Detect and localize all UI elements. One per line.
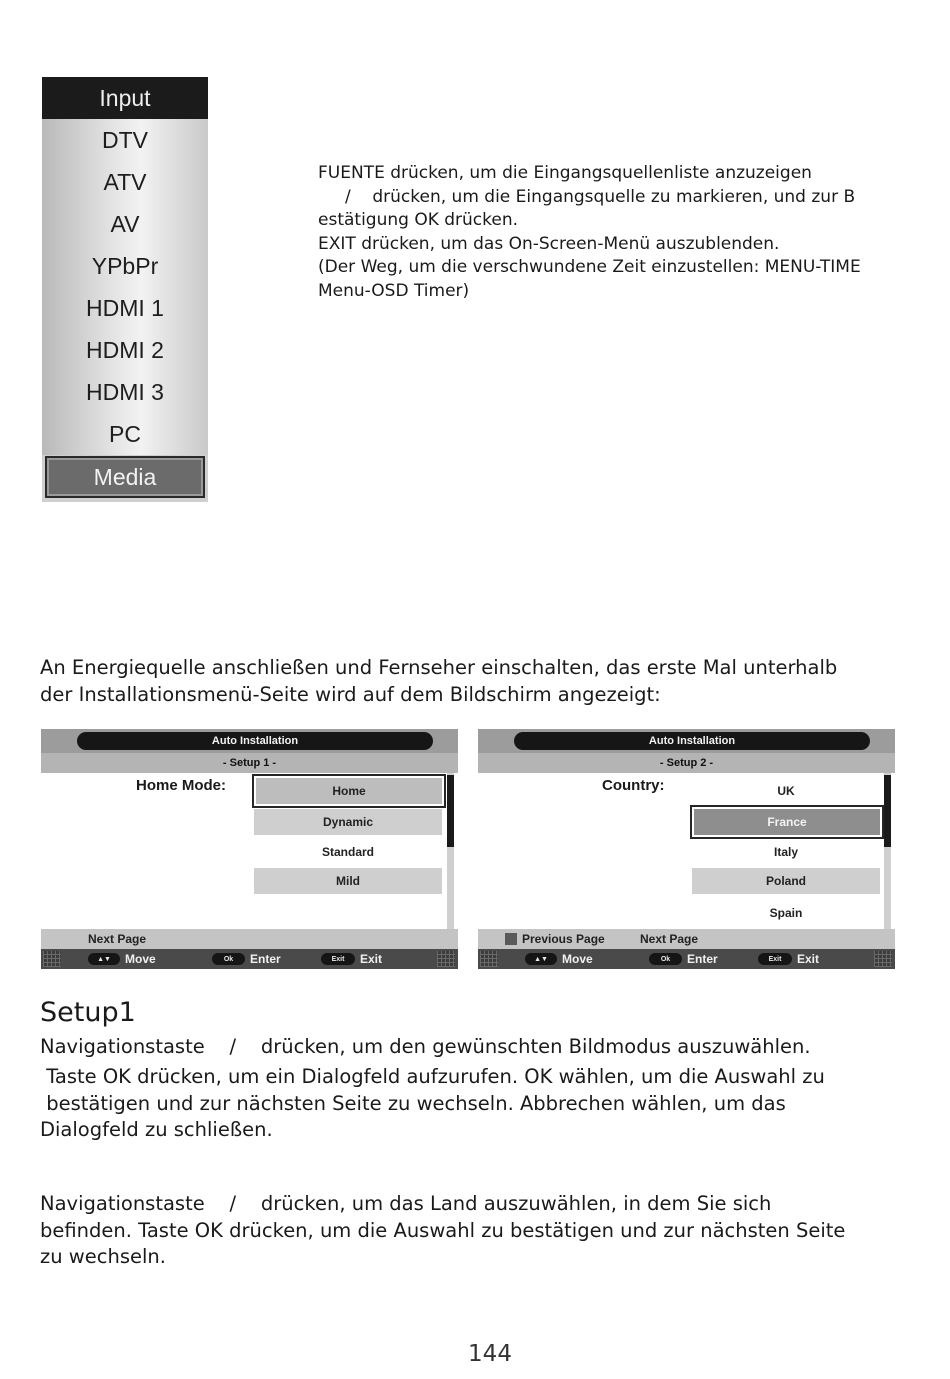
ok-key-icon: Ok xyxy=(212,953,245,965)
grid-icon xyxy=(874,951,892,967)
grid-icon xyxy=(480,951,498,967)
option-mild[interactable]: Mild xyxy=(254,868,442,894)
screen-subtitle: - Setup 1 - xyxy=(41,753,458,773)
setup2-screen xyxy=(478,729,895,969)
exit-key-icon: Exit xyxy=(758,953,792,965)
option-poland[interactable]: Poland xyxy=(692,868,880,894)
arrow-keys-icon: ▲▼ xyxy=(525,953,557,965)
input-menu-title: Input xyxy=(42,77,208,119)
screen-title: Auto Installation xyxy=(77,732,433,750)
input-item-hdmi2[interactable]: HDMI 2 xyxy=(42,329,208,371)
option-standard[interactable]: Standard xyxy=(321,845,374,859)
input-instructions: FUENTE drücken, um die Eingangsquellenliste anzuzeigen / drücken, um die Eingangsquelle zu markieren, und zur B estätigung OK drücken. EXIT drücken, um das On-Screen-Menü auszublenden. (Der Weg, um die verschwundene Zeit einzustellen: MENU-TIME Menu-OSD Timer) xyxy=(318,163,861,301)
previous-page-key-icon xyxy=(505,933,517,945)
screen-content xyxy=(41,773,458,929)
page-nav-band xyxy=(478,929,895,949)
enter-label: Enter xyxy=(687,952,718,966)
arrow-keys-icon: ▲▼ xyxy=(88,953,120,965)
screen-title-band xyxy=(478,729,895,753)
next-page-label[interactable]: Next Page xyxy=(88,932,147,946)
input-item-atv[interactable]: ATV xyxy=(42,161,208,203)
input-item-hdmi1[interactable]: HDMI 1 xyxy=(42,287,208,329)
input-item-pc[interactable]: PC xyxy=(42,413,208,455)
input-item-dtv[interactable]: DTV xyxy=(42,119,208,161)
exit-label: Exit xyxy=(360,952,383,966)
scrollbar-thumb[interactable] xyxy=(884,775,891,847)
previous-page-label[interactable]: Previous Page xyxy=(522,932,605,946)
option-uk[interactable]: UK xyxy=(777,784,795,798)
input-item-av[interactable]: AV xyxy=(42,203,208,245)
move-label: Move xyxy=(125,952,156,966)
next-page-label[interactable]: Next Page xyxy=(640,932,699,946)
option-spain[interactable]: Spain xyxy=(769,906,803,920)
input-item-ypbpr[interactable]: YPbPr xyxy=(42,245,208,287)
enter-label: Enter xyxy=(250,952,281,966)
home-mode-label: Home Mode: xyxy=(136,777,226,794)
input-item-media[interactable]: Media xyxy=(45,456,205,498)
input-item-hdmi3[interactable]: HDMI 3 xyxy=(42,371,208,413)
setup1-paragraph-2: Taste OK drücken, um ein Dialogfeld aufzurufen. OK wählen, um die Auswahl zu bestätigen und zur nächsten Seite zu wechseln. Abbrechen wählen, um das Dialogfeld zu schließen. xyxy=(40,1065,825,1141)
grid-icon xyxy=(43,951,61,967)
scrollbar-thumb[interactable] xyxy=(447,775,454,847)
page-nav-band xyxy=(41,929,458,949)
exit-label: Exit xyxy=(797,952,820,966)
screen-footer xyxy=(478,949,895,969)
move-label: Move xyxy=(562,952,593,966)
input-source-menu xyxy=(42,77,208,502)
setup1-heading: Setup1 xyxy=(40,997,136,1028)
grid-icon xyxy=(437,951,455,967)
screen-footer xyxy=(41,949,458,969)
country-label: Country: xyxy=(602,777,665,794)
setup1-screen xyxy=(41,729,458,969)
page-number: 144 xyxy=(468,1341,512,1367)
screen-title-band xyxy=(41,729,458,753)
option-france[interactable]: France xyxy=(694,809,880,835)
option-dynamic[interactable]: Dynamic xyxy=(254,809,442,835)
screen-content xyxy=(478,773,895,929)
screen-subtitle: - Setup 2 - xyxy=(478,753,895,773)
option-italy[interactable]: Italy xyxy=(773,845,798,859)
exit-key-icon: Exit xyxy=(321,953,355,965)
ok-key-icon: Ok xyxy=(649,953,682,965)
setup1-paragraph-1: Navigationstaste / drücken, um den gewünschten Bildmodus auszuwählen. xyxy=(40,1035,811,1058)
setup2-paragraph: Navigationstaste / drücken, um das Land auszuwählen, in dem Sie sich befinden. Taste OK drücken, um die Auswahl zu bestätigen und zur nächsten Seite zu wechseln. xyxy=(40,1192,846,1268)
intro-paragraph: An Energiequelle anschließen und Fernseher einschalten, das erste Mal unterhalb der Installationsmenü-Seite wird auf dem Bildschirm angezeigt: xyxy=(40,656,838,706)
option-home[interactable]: Home xyxy=(256,778,442,804)
screen-title: Auto Installation xyxy=(514,732,870,750)
